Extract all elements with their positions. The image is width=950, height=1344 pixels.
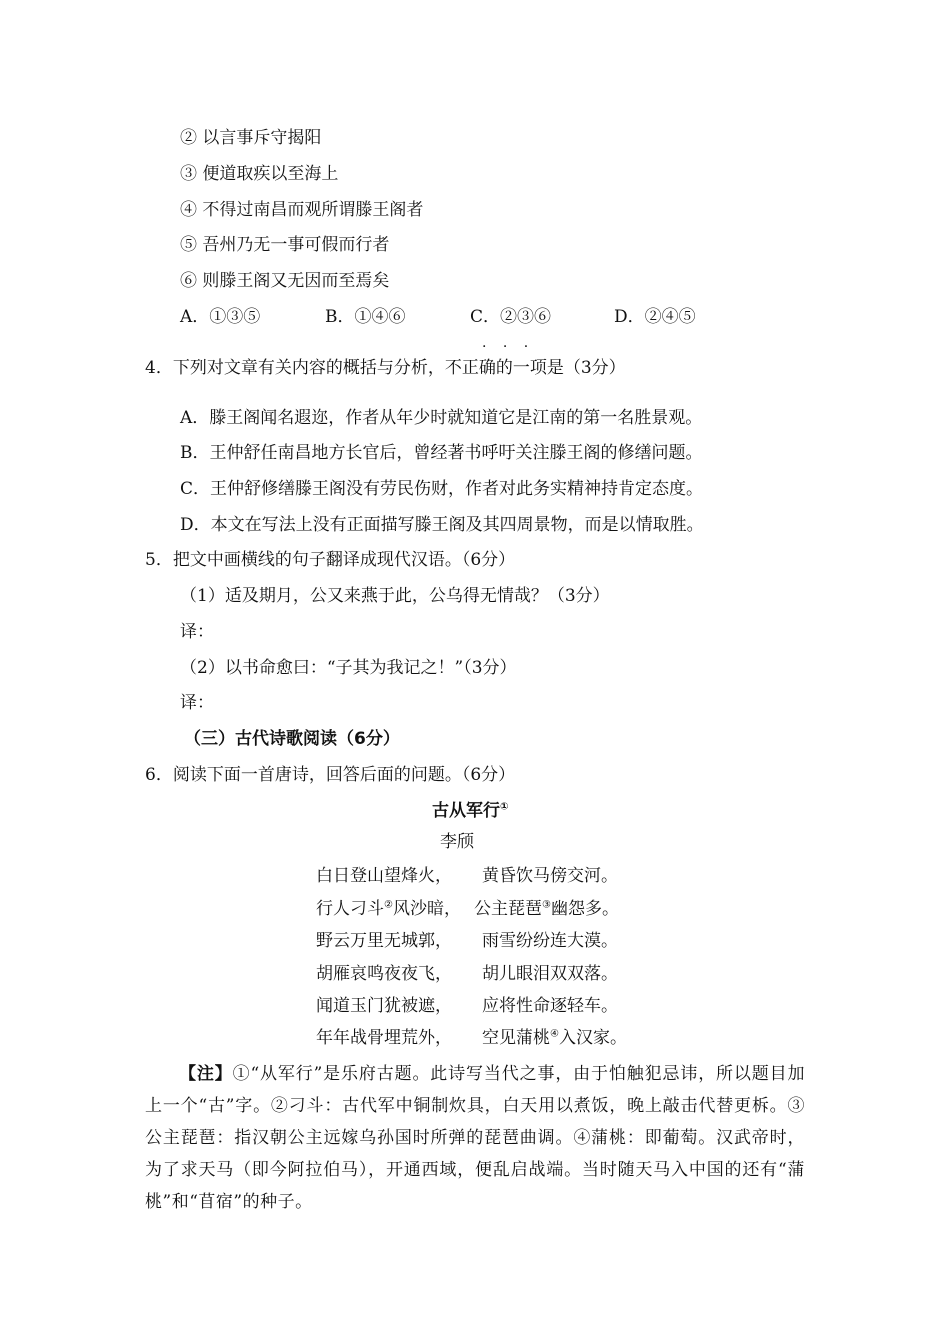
section-heading: （三）古代诗歌阅读（6分）: [184, 729, 400, 749]
poem-text: 风沙暗，: [392, 899, 461, 919]
list-item: ② 以言事斥守揭阳: [180, 128, 322, 148]
poem-line-left: 野云万里无城郭，: [316, 931, 452, 951]
footnote-mark: ③: [542, 899, 551, 911]
poem-text: 入汉家。: [558, 1028, 627, 1048]
q5-translate-label-1: 译：: [180, 622, 214, 642]
list-item: ⑥ 则滕王阁又无因而至焉矣: [180, 271, 390, 291]
footnote-mark: ②: [384, 899, 393, 911]
q5-sentence-2: （2）以书命愈曰：“子其为我记之！”（3分）: [180, 658, 517, 678]
poem-title-text: 古从军行: [432, 801, 500, 821]
q4-option-b: B．王仲舒任南昌地方长官后，曾经著书呼吁关注滕王阁的修缮问题。: [180, 443, 703, 463]
poem-line-left: 白日登山望烽火，: [316, 866, 452, 886]
poem-line-left: [316, 897, 461, 921]
option-b: B．①④⑥: [325, 307, 406, 327]
poem-line-right: 雨雪纷纷连大漠。: [482, 931, 618, 951]
option-a: A．①③⑤: [180, 307, 261, 327]
poem-author: 李颀: [440, 832, 474, 852]
list-item: ⑤ 吾州乃无一事可假而行者: [180, 235, 390, 255]
footnote-mark: ①: [500, 801, 509, 813]
poem-line-right: 应将性命逐轻车。: [482, 996, 618, 1016]
footnote-mark: ④: [550, 1028, 559, 1040]
note-text: ①“从军行”是乐府古题。此诗写当代之事，由于怕触犯忌讳，所以题目加上一个“古”字。②刁斗：古代军中铜制炊具，白天用以煮饭，晚上敲击代替更柝。③公主琵琶：指汉朝公主远嫁乌孙国时所弹的琵琶曲调。④蒲桃：即葡萄。汉武帝时，为了求天马（即今阿拉伯马），开通西域，便乱启战端。当时随天马入中国的还有“蒲桃”和“苜宿”的种子。: [145, 1064, 806, 1212]
list-item: ③ 便道取疾以至海上: [180, 164, 339, 184]
q5-translate-label-2: 译：: [180, 693, 214, 713]
q4-option-a: A．滕王阁闻名遐迩，作者从年少时就知道它是江南的第一名胜景观。: [180, 408, 703, 428]
poem-text: 幽怨多。: [550, 899, 619, 919]
emphasis-dots: · · ·: [482, 339, 535, 355]
question-6-stem: 6．阅读下面一首唐诗，回答后面的问题。（6分）: [145, 765, 516, 785]
question-5-stem: 5．把文中画横线的句子翻译成现代汉语。（6分）: [145, 550, 516, 570]
note-label: 【注】: [179, 1064, 233, 1084]
poem-line-left: 年年战骨埋荒外，: [316, 1028, 452, 1048]
q4-option-c: C．王仲舒修缮滕王阁没有劳民伤财，作者对此务实精神持肯定态度。: [180, 479, 704, 499]
poem-title: [432, 799, 508, 823]
q5-sentence-1: （1）适及期月，公又来燕于此，公乌得无情哉？（3分）: [180, 586, 610, 606]
poem-notes: [145, 1058, 805, 1218]
poem-text: 空见蒲桃: [482, 1028, 550, 1048]
poem-line-right: [474, 897, 619, 921]
q4-option-d: D．本文在写法上没有正面描写滕王阁及其四周景物，而是以情取胜。: [180, 515, 704, 535]
poem-text: 公主琵琶: [474, 899, 542, 919]
poem-line-right: 黄昏饮马傍交河。: [482, 866, 618, 886]
list-item: ④ 不得过南昌而观所谓滕王阁者: [180, 200, 424, 220]
poem-line-left: 闻道玉门犹被遮，: [316, 996, 452, 1016]
poem-line-left: 胡雁哀鸣夜夜飞，: [316, 964, 452, 984]
poem-line-right: 胡儿眼泪双双落。: [482, 964, 618, 984]
poem-line-right: [482, 1026, 627, 1050]
option-d: D．②④⑤: [614, 307, 696, 327]
option-c: C．②③⑥: [470, 307, 552, 327]
poem-text: 行人刁斗: [316, 899, 384, 919]
question-4-stem: 4．下列对文章有关内容的概括与分析，不正确的一项是（3分）: [145, 358, 626, 378]
